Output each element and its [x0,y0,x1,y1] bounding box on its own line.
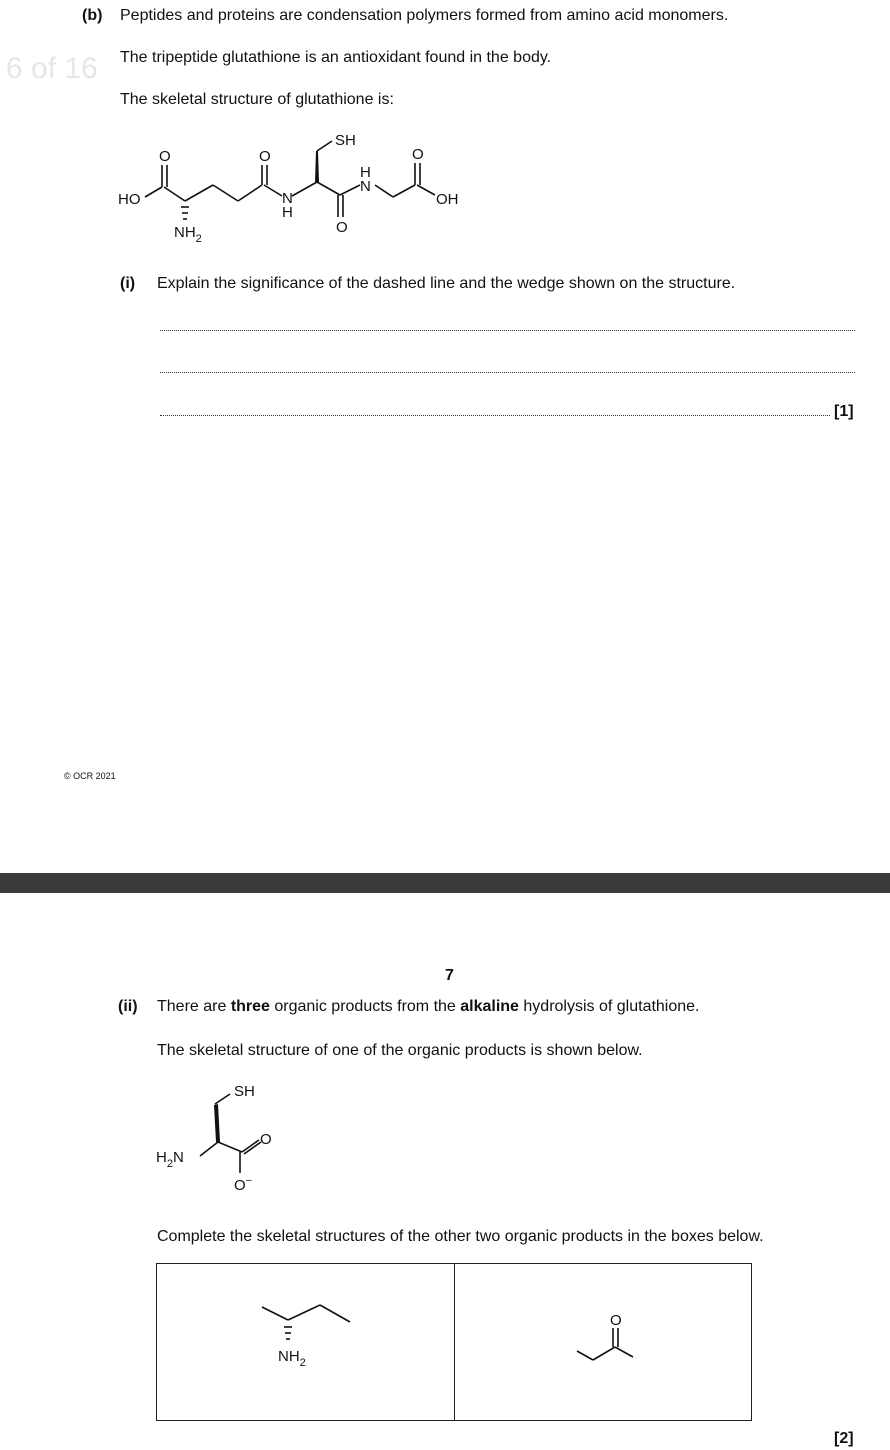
product-label-sh: SH [234,1083,255,1100]
box-2-partial-structure [565,1305,655,1375]
question-i-label: (i) [120,275,136,292]
question-ii-text: There are three organic products from the alkaline hydrolysis of glutathione. [157,998,700,1015]
question-ii-label: (ii) [118,998,138,1015]
answer-line-1[interactable] [160,330,855,331]
product-label-o: O [260,1131,272,1148]
label-amide-h-left: H [282,204,293,221]
product-label-h2n: $H_2N$ [156,1149,184,1170]
label-amide-n-right: N [360,178,371,195]
label-o-3: O [412,146,424,163]
label-ho: HO [118,191,141,208]
sentence-1: The tripeptide glutathione is an antioxidant found in the body. [120,49,552,66]
cysteine-product-structure [150,1070,290,1200]
label-amide-h-right: H [360,164,371,181]
label-sh: SH [335,132,356,149]
label-o-1: O [159,148,171,165]
page-divider [0,873,890,893]
box-1-label-nh2: $NH_2$ [278,1348,306,1369]
part-label-b: (b) [82,7,103,24]
box-1-partial-structure [250,1295,370,1375]
product-sentence: The skeletal structure of one of the organic products is shown below. [157,1042,643,1059]
marks-ii: [2] [834,1430,854,1447]
page-number: 7 [445,967,454,984]
label-o-bottom: O [336,219,348,236]
intro-text: Peptides and proteins are condensation polymers formed from amino acid monomers. [120,7,729,24]
label-o-2: O [259,148,271,165]
question-i-text: Explain the significance of the dashed line and the wedge shown on the structure. [157,275,736,292]
label-nh2: $NH_2$ [174,224,202,245]
copyright: © OCR 2021 [64,771,116,781]
box-2-label-o: O [610,1312,622,1329]
label-amide-n-left: N [282,190,293,207]
instruction-text: Complete the skeletal structures of the other two organic products in the boxes below. [157,1228,764,1245]
product-label-o-minus: O− [234,1175,253,1194]
answer-line-3[interactable] [160,415,830,416]
answer-line-2[interactable] [160,372,855,373]
marks-i: [1] [834,403,854,420]
glutathione-structure [110,125,480,250]
page-watermark: 6 of 16 [6,52,98,85]
label-oh: OH [436,191,459,208]
sentence-2: The skeletal structure of glutathione is: [120,91,394,108]
